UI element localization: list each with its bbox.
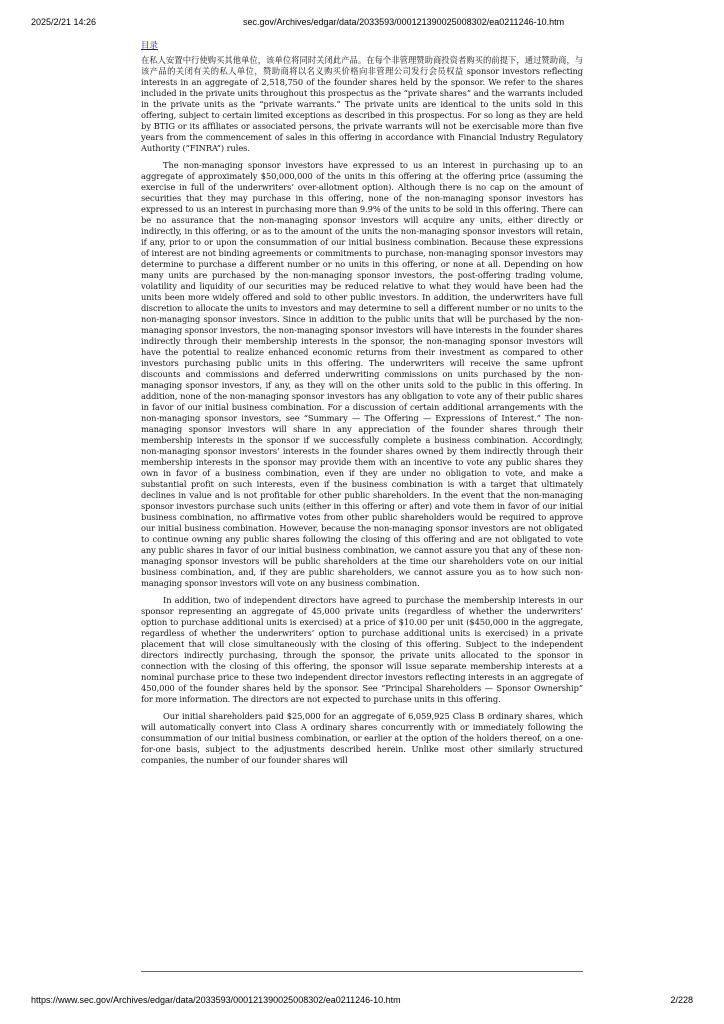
paragraph-non-managing-sponsor-investors: The non-managing sponsor investors have expressed to us an interest in purchasing up to an aggregate of approximately $50,000,000 of the units in this offering at the offering price (assuming the exercise in full of the underwriters’ over-allotment option). Although there is no cap on the amount of securities that they may purchase in this offering, none of the non-managing sponsor investors has expressed to us an interest in purchasing more than 9.9% of the units to be sold in this offering. There can be no assurance that the non-managing sponsor investors will acquire any units, either directly or indirectly, in this offering, or as to the amount of the units the non-managing sponsor investors will retain, if any, prior to or upon the consummation of our initial business combination. Because these expressions of interest are not binding agreements or commitments to purchase, non-managing sponsor investors may determine to purchase a different number or no units in this offering, or none at all. Depending on how many units are purchased by the non-managing sponsor investors, the post-offering trading volume, volatility and liquidity of our securities may be reduced relative to what they would have been had the units been more widely offered and sold to other public investors. In addition, the underwriters have full discretion to allocate the units to investors and may determine to sell a different number or no units to the non-managing sponsor investors. Since in addition to the public units that will be purchased by the non-managing sponsor investors, the non-managing sponsor investors will have interests in the founder shares indirectly through their membership interests in the sponsor, the non-managing sponsor investors will have the potential to realize enhanced economic returns from their investment as compared to other investors purchasing public units in this offering. The underwriters will receive the same upfront discounts and commissions and deferred underwriting commissions on units purchased by the non-managing sponsor investors, if any, as they will on the other units sold to the public in this offering. In addition, none of the non-managing sponsor investors has any obligation to vote any of their public shares in favor of our initial business combination. For a discussion of certain additional arrangements with the non-managing sponsor investors, see “Summary — The Offering — Expressions of Interest.” The non-managing sponsor investors will share in any appreciation of the founder shares through their membership interests in the sponsor if we successfully complete a business combination. Accordingly, non-managing sponsor investors’ interests in the founder shares owned by them indirectly through their membership interests in the sponsor may provide them with an incentive to vote any public shares they own in favor of a business combination, even if they are under no obligation to vote, and make a substantial profit on such interests, even if the business combination is with a target that ultimately declines in value and is not profitable for other public shareholders. In the event that the non-managing sponsor investors purchase such units (either in this offering or after) and vote them in favor of our initial business combination, no affirmative votes from other public shareholders would be required to approve our initial business combination. However, because the non-managing sponsor investors are not obligated to continue owning any public shares following the closing of this offering and are not obligated to vote any public shares in favor of our initial business combination, we cannot assure you that any of these non-managing sponsor investors will be public shareholders at the time our shareholders vote on our initial business combination, and, if they are public shareholders, we cannot assure you as to how such non-managing sponsor investors will vote on any business combination.	[141, 160, 583, 588]
paragraph-initial-shareholders: Our initial shareholders paid $25,000 for an aggregate of 6,059,925 Class B ordinary shares, which will automatically convert into Class A ordinary shares concurrently with or immediately following the consummation of our initial business combination, or earlier at the option of the holders thereof, on a one-for-one basis, subject to the adjustments described herein. Unlike most other similarly structured companies, the number of our founder shares will	[141, 711, 583, 765]
print-footer	[0, 995, 724, 1009]
document-body	[141, 40, 583, 945]
print-header	[0, 17, 724, 31]
page-divider	[141, 971, 583, 972]
paragraph-private-placement: 在私人安置中行使购买其他单位，该单位将同时关闭此产品。在每个非管理赞助商投资者购买的前提下，通过赞助商，与该产品的关闭有关的私人单位，赞助商将以名义购买价格向非管理公司发行会员权益 sponsor investors reflecting interests in an aggregate of 2,518,750 of the founder shares held by the sponsor. We refer to the shares included in the private units throughout this prospectus as the “private shares” and the warrants included in the private units as the “private warrants.” The private units are identical to the units sold in this offering, subject to certain limited exceptions as described in this prospectus. For so long as they are held by BTIG or its affiliates or associated persons, the private warrants will not be exercisable more than five years from the commencement of sales in this offering in accordance with Financial Industry Regulatory Authority (“FINRA”) rules.	[141, 55, 583, 153]
print-timestamp: 2025/2/21 14:26	[31, 17, 97, 27]
table-of-contents-link[interactable]: 目录	[141, 41, 158, 51]
print-url: https://www.sec.gov/Archives/edgar/data/2033593/000121390025008302/ea0211246-10.htm	[31, 995, 401, 1005]
print-page-title: sec.gov/Archives/edgar/data/2033593/000121390025008302/ea0211246-10.htm	[243, 17, 565, 27]
paragraph-independent-directors: In addition, two of independent directors have agreed to purchase the membership interests in our sponsor representing an aggregate of 45,000 private units (regardless of whether the underwriters’ option to purchase additional units is exercised) at a price of $10.00 per unit ($450,000 in the aggregate, regardless of whether the underwriters’ option to purchase additional units is exercised) in a private placement that will close simultaneously with the closing of this offering. Subject to the independent directors indirectly purchasing, through the sponsor, the private units allocated to the sponsor in connection with the closing of this offering, the sponsor will issue separate membership interests at a nominal purchase price to these two independent director investors reflecting interests in an aggregate of 450,000 of the founder shares held by the sponsor. See “Principal Shareholders — Sponsor Ownership” for more information. The directors are not expected to purchase units in this offering.	[141, 595, 583, 704]
print-page-number: 2/228	[670, 995, 693, 1005]
